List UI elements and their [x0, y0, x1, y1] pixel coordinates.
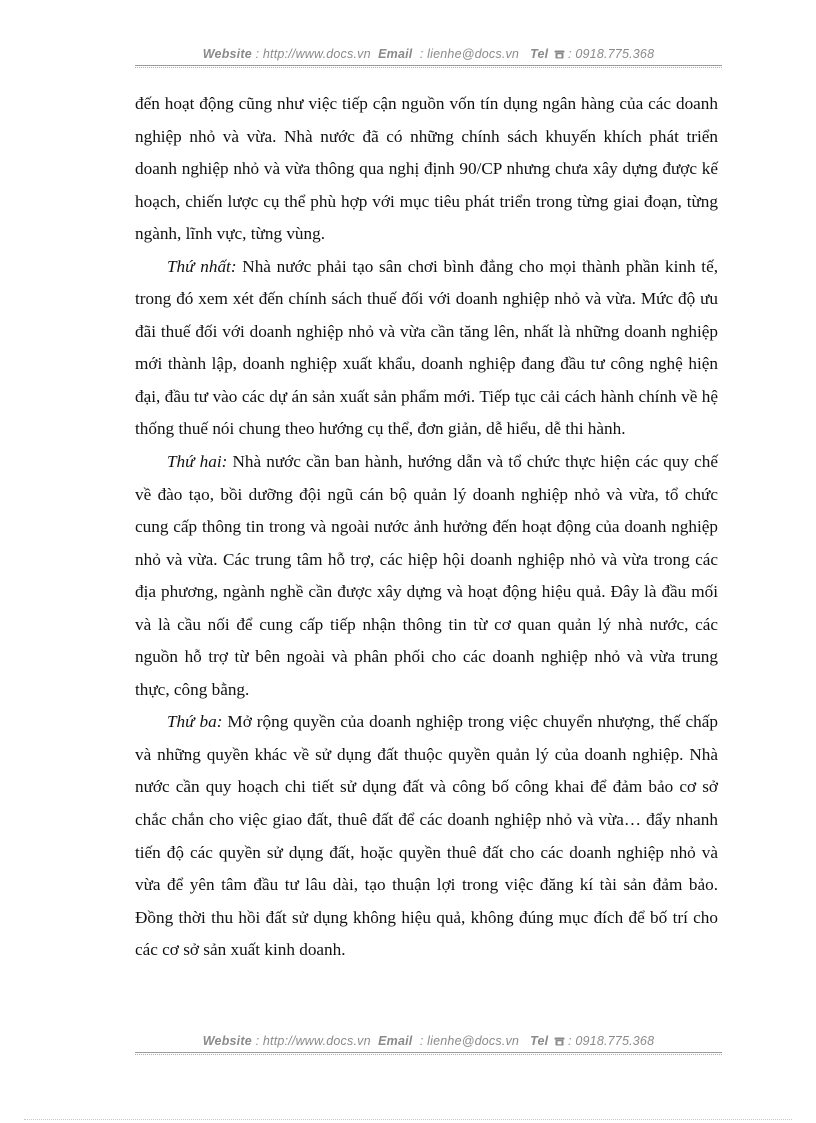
footer-email-value: : lienhe@docs.vn [419, 1034, 520, 1048]
header-website-label: Website [202, 47, 252, 61]
header-email-value: : lienhe@docs.vn [419, 47, 520, 61]
paragraph-intro [135, 88, 718, 251]
paragraph-second-text: Nhà nước cần ban hành, hướng dẫn và tổ chức thực hiện các quy chế về đào tạo, bồi dưỡng đội ngũ cán bộ quản lý doanh nghiệp nhỏ và vừa, tổ chức cung cấp thông tin trong và ngoài nước ảnh hưởng đến hoạt động của doanh nghiệp nhỏ và vừa. Các trung tâm hỗ trợ, các hiệp hội doanh nghiệp nhỏ và vừa trong các địa phương, ngành nghề cần được xây dựng và hoạt động hiệu quả. Đây là đầu mối và là cầu nối để cung cấp tiếp nhận thông tin từ cơ quan quản lý nhà nước, các nguồn hỗ trợ từ bên ngoài và phân phối cho các doanh nghiệp nhỏ và vừa trung thực, công bằng. [135, 452, 718, 699]
paragraph-second-lead: Thứ hai: [167, 452, 228, 472]
footer-tel-label: Tel [530, 1034, 549, 1048]
footer-website-value: : http://www.docs.vn [255, 1034, 371, 1048]
paragraph-third-lead: Thứ ba: [167, 712, 223, 732]
header-tel-value: : 0918.775.368 [568, 47, 655, 61]
phone-icon [554, 1037, 565, 1046]
paragraph-intro-text: đến hoạt động cũng như việc tiếp cận nguồn vốn tín dụng ngân hàng của các doanh nghiệp nhỏ và vừa. Nhà nước đã có những chính sách khuyến khích phát triển doanh nghiệp nhỏ và vừa thông qua nghị định 90/CP nhưng chưa xây dựng được kế hoạch, chiến lược cụ thể phù hợp với mục tiêu phát triển trong từng giai đoạn, từng ngành, lĩnh vực, từng vùng. [135, 94, 718, 244]
page-edge-dots [24, 1119, 792, 1120]
paragraph-first-text: Nhà nước phải tạo sân chơi bình đẳng cho mọi thành phần kinh tế, trong đó xem xét đến chính sách thuế đối với doanh nghiệp nhỏ và vừa. Mức độ ưu đãi thuế đối với doanh nghiệp nhỏ và vừa cần tăng lên, nhất là những doanh nghiệp mới thành lập, doanh nghiệp xuất khẩu, doanh nghiệp đang đầu tư công nghệ hiện đại, đầu tư vào các dự án sản xuất sản phẩm mới. Tiếp tục cải cách hành chính về hệ thống thuế nói chung theo hướng cụ thể, đơn giản, dễ hiểu, dễ thi hành. [135, 256, 718, 439]
paragraph-first-lead: Thứ nhất: [167, 256, 237, 276]
paragraph-second [135, 446, 718, 706]
page-footer [135, 1034, 722, 1048]
footer-website-label: Website [202, 1034, 252, 1048]
footer-email-label: Email [378, 1034, 413, 1048]
phone-icon [554, 50, 565, 59]
paragraph-third [135, 706, 718, 966]
footer-tel-value: : 0918.775.368 [568, 1034, 655, 1048]
paragraph-first [135, 251, 718, 446]
footer-divider [135, 1052, 722, 1055]
document-body [135, 88, 718, 967]
header-tel-label: Tel [530, 47, 549, 61]
header-email-label: Email [378, 47, 413, 61]
header-website-value: : http://www.docs.vn [255, 47, 371, 61]
paragraph-third-text: Mở rộng quyền của doanh nghiệp trong việc chuyển nhượng, thế chấp và những quyền khác về sử dụng đất thuộc quyền quản lý của doanh nghiệp. Nhà nước cần quy hoạch chi tiết sử dụng đất và công bố công khai để đảm bảo cơ sở chắc chắn cho việc giao đất, thuê đất để các doanh nghiệp nhỏ và vừa… đẩy nhanh tiến độ các quyền sử dụng đất, hoặc quyền thuê đất cho các doanh nghiệp nhỏ và vừa để yên tâm đầu tư lâu dài, tạo thuận lợi trong việc đăng kí tài sản đảm bảo. Đồng thời thu hồi đất sử dụng không hiệu quả, không đúng mục đích để bố trí cho các cơ sở sản xuất kinh doanh. [135, 712, 718, 960]
header-divider [135, 65, 722, 68]
page-header [135, 47, 722, 61]
